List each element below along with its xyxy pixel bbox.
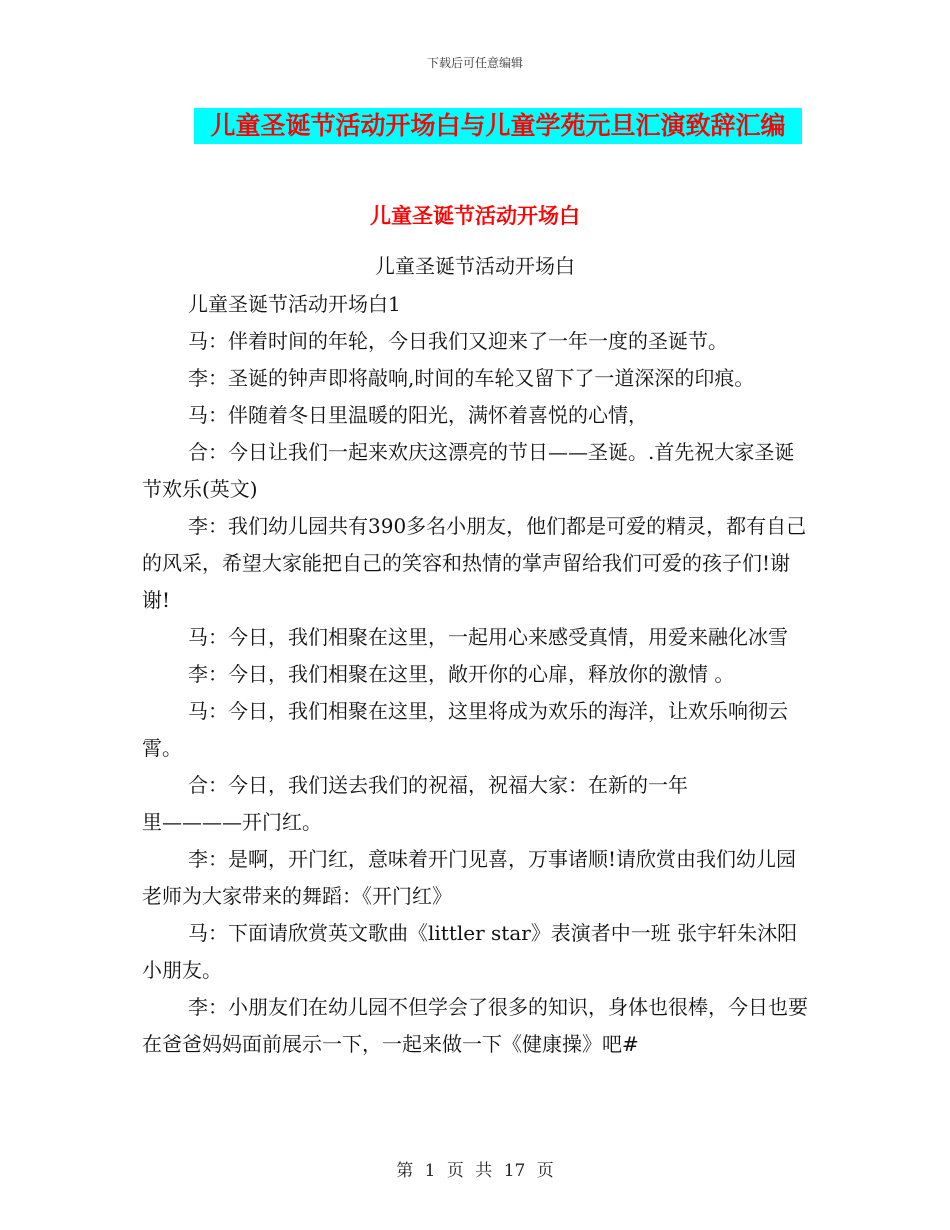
paragraph: 马：伴着时间的年轮，今日我们又迎来了一年一度的圣诞节。 [188,329,728,353]
paragraph: 合：今日，我们送去我们的祝福，祝福大家：在新的一年 [188,773,688,797]
document-title: 儿童圣诞节活动开场白与儿童学苑元旦汇演致辞汇编 [194,108,802,144]
paragraph-continuation: 里————开门红。 [142,810,322,834]
paragraph: 李：圣诞的钟声即将敲响,时间的车轮又留下了一道深深的印痕。 [188,366,755,390]
section-title: 儿童圣诞节活动开场白 [370,204,580,228]
page-footer: 第 1 页 共 17 页 [396,1161,554,1181]
paragraph: 李：我们幼儿园共有390多名小朋友，他们都是可爱的精灵，都有自己的风采，希望大家能把自己的笑容和热情的掌声留给我们可爱的孩子们!谢谢! [142,514,807,612]
document-body [142,286,810,1063]
paragraph: 李：是啊，开门红，意味着开门见喜，万事诸顺!请欣赏由我们幼儿园老师为大家带来的舞蹈：《开门红》 [142,847,797,908]
paragraph: 马：下面请欣赏英文歌曲《littler star》表演者中一班 张宇轩朱沐阳小朋友。 [142,921,798,982]
paragraph: 儿童圣诞节活动开场白1 [188,292,401,316]
paragraph: 李：小朋友们在幼儿园不但学会了很多的知识，身体也很棒，今日也要在爸爸妈妈面前展示一下，一起来做一下《健康操》吧# [142,995,808,1056]
subtitle: 儿童圣诞节活动开场白 [375,254,575,278]
paragraph: 合：今日让我们一起来欢庆这漂亮的节日——圣诞。.首先祝大家圣诞节欢乐(英文) [142,440,795,501]
paragraph: 马：今日，我们相聚在这里，这里将成为欢乐的海洋，让欢乐响彻云霄。 [142,699,788,760]
paragraph: 李：今日，我们相聚在这里，敞开你的心扉，释放你的激情 。 [188,662,735,686]
paragraph: 马：今日，我们相聚在这里，一起用心来感受真情，用爱来融化冰雪 [188,625,788,649]
header-note: 下载后可任意编辑 [426,56,523,70]
paragraph: 马：伴随着冬日里温暖的阳光，满怀着喜悦的心情， [188,403,648,427]
